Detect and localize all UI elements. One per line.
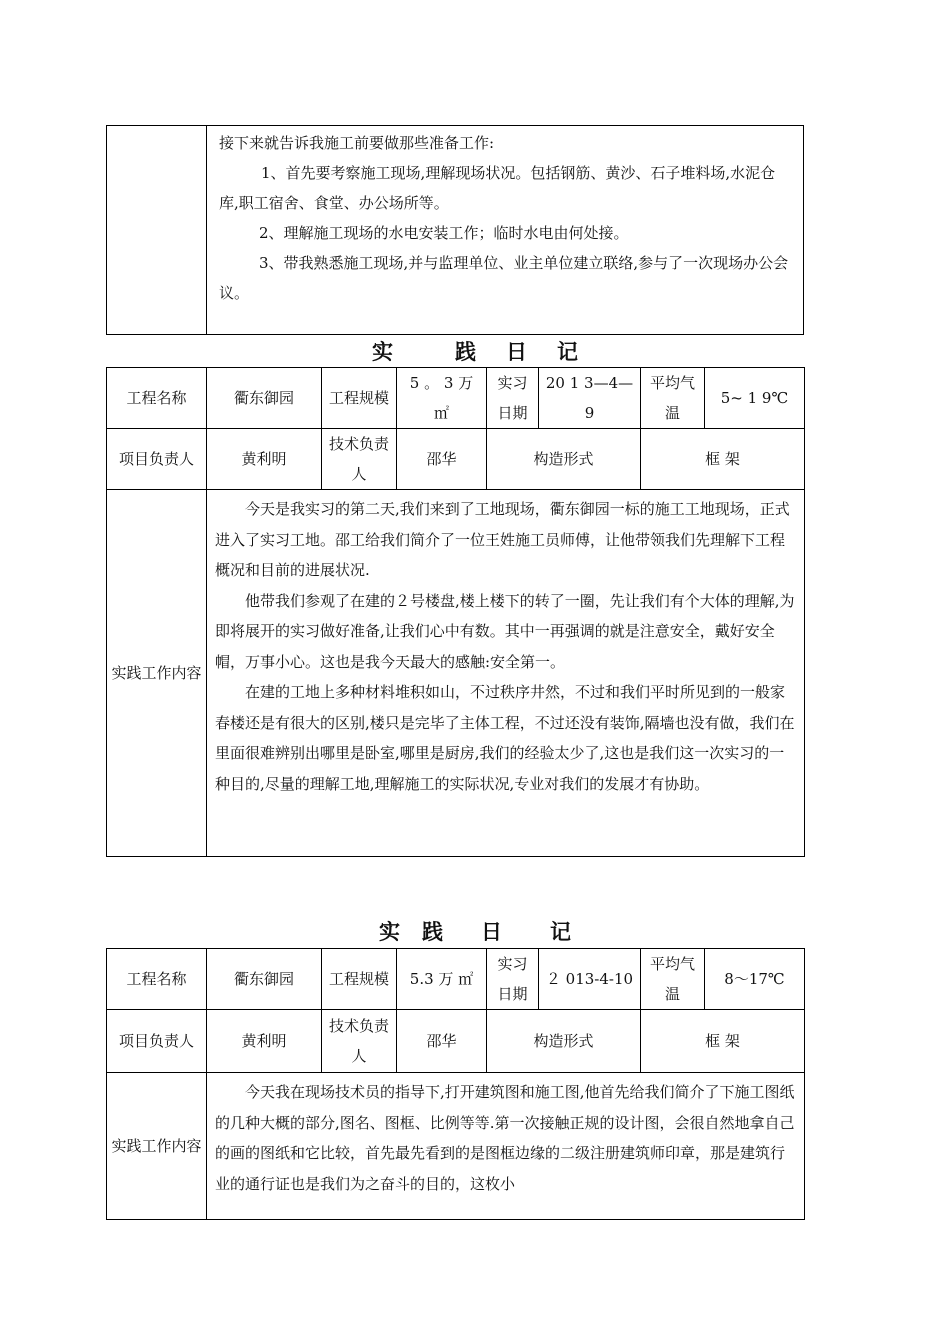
content-line: 接下来就告诉我施工前要做那些准备工作: bbox=[219, 134, 495, 152]
project-name-label: 工程名称 bbox=[107, 949, 207, 1010]
temp-label: 平均气温 bbox=[641, 368, 705, 429]
diary-title: 实 践 日 记 bbox=[372, 339, 578, 364]
diary-table bbox=[106, 948, 805, 1220]
continued-diary-table bbox=[106, 125, 804, 335]
scale-label: 工程规模 bbox=[322, 368, 397, 429]
content-paragraph: 今天是我实习的第二天,我们来到了工地现场，衢东御园一标的施工工地现场，正式进入了实习工地。邵工给我们简介了一位王姓施工员师傅，让他带领我们先理解下工程概况和目前的进展状况. bbox=[215, 500, 790, 579]
project-name-label: 工程名称 bbox=[107, 368, 207, 429]
tech-label: 技术负责人 bbox=[322, 429, 397, 490]
content-line: 1、首先要考察施工现场,理解现场状况。包括钢筋、黄沙、石子堆料场,水泥仓库,职工宿舍、食堂、办公场所等。 bbox=[219, 164, 776, 212]
content-paragraph: 今天我在现场技术员的指导下,打开建筑图和施工图,他首先给我们简介了下施工图纸的几种大概的部分,图名、图框、比例等等.第一次接触正规的设计图，会很自然地拿自己的画的图纸和它比较，首先最先看到的是图框边缘的二级注册建筑师印章，那是建筑行业的通行证也是我们为之奋斗的目的，这枚小 bbox=[215, 1083, 795, 1193]
label-column bbox=[107, 126, 207, 334]
structure-label: 构造形式 bbox=[487, 1010, 641, 1073]
temp-value: 5~ 1 9℃ bbox=[705, 368, 805, 429]
content-line: 3、带我熟悉施工现场,并与监理单位、业主单位建立联络,参与了一次现场办公会议。 bbox=[219, 254, 789, 302]
date-label: 实习日期 bbox=[487, 949, 539, 1010]
content-paragraph: 在建的工地上多种材料堆积如山，不过秩序井然，不过和我们平时所见到的一般家春楼还是有很大的区别,楼只是完毕了主体工程，不过还没有装饰,隔墙也没有做，我们在里面很难辨别出哪里是卧室,哪里是厨房,我们的经验太少了,这也是我们这一次实习的一种目的,尽量的理解工地,理解施工的实际状况,专业对我们的发展才有协助。 bbox=[215, 683, 795, 793]
content-label: 实践工作内容 bbox=[107, 490, 207, 857]
diary-table bbox=[106, 367, 805, 857]
content-line: 2、理解施工现场的水电安装工作；临时水电由何处接。 bbox=[259, 224, 629, 242]
date-value: 20 1 3—4—9 bbox=[539, 368, 641, 429]
diary-title: 实 践 日 记 bbox=[379, 919, 571, 944]
manager-value: 黄利明 bbox=[207, 1010, 322, 1073]
structure-value: 框 架 bbox=[641, 429, 805, 490]
manager-label: 项目负责人 bbox=[107, 1010, 207, 1073]
tech-value: 邵华 bbox=[397, 429, 487, 490]
project-name-value: 衢东御园 bbox=[207, 368, 322, 429]
date-value: ２ 013-4-10 bbox=[539, 949, 641, 1010]
continued-content bbox=[219, 128, 793, 308]
scale-value: 5.3 万 ㎡ bbox=[397, 949, 487, 1010]
date-label: 实习日期 bbox=[487, 368, 539, 429]
manager-value: 黄利明 bbox=[207, 429, 322, 490]
temp-value: 8～17℃ bbox=[705, 949, 805, 1010]
work-content bbox=[207, 1073, 805, 1220]
tech-value: 邵华 bbox=[397, 1010, 487, 1073]
structure-value: 框 架 bbox=[641, 1010, 805, 1073]
temp-label: 平均气温 bbox=[641, 949, 705, 1010]
work-content bbox=[207, 490, 805, 857]
scale-value: 5 。 3 万 ㎡ bbox=[397, 368, 487, 429]
tech-label: 技术负责人 bbox=[322, 1010, 397, 1073]
project-name-value: 衢东御园 bbox=[207, 949, 322, 1010]
content-label: 实践工作内容 bbox=[107, 1073, 207, 1220]
content-paragraph: 他带我们参观了在建的２号楼盘,楼上楼下的转了一圈，先让我们有个大体的理解,为即将展开的实习做好准备,让我们心中有数。其中一再强调的就是注意安全，戴好安全帽，万事小心。这也是我今天最大的感触:安全第一。 bbox=[215, 591, 795, 671]
manager-label: 项目负责人 bbox=[107, 429, 207, 490]
scale-label: 工程规模 bbox=[322, 949, 397, 1010]
structure-label: 构造形式 bbox=[487, 429, 641, 490]
